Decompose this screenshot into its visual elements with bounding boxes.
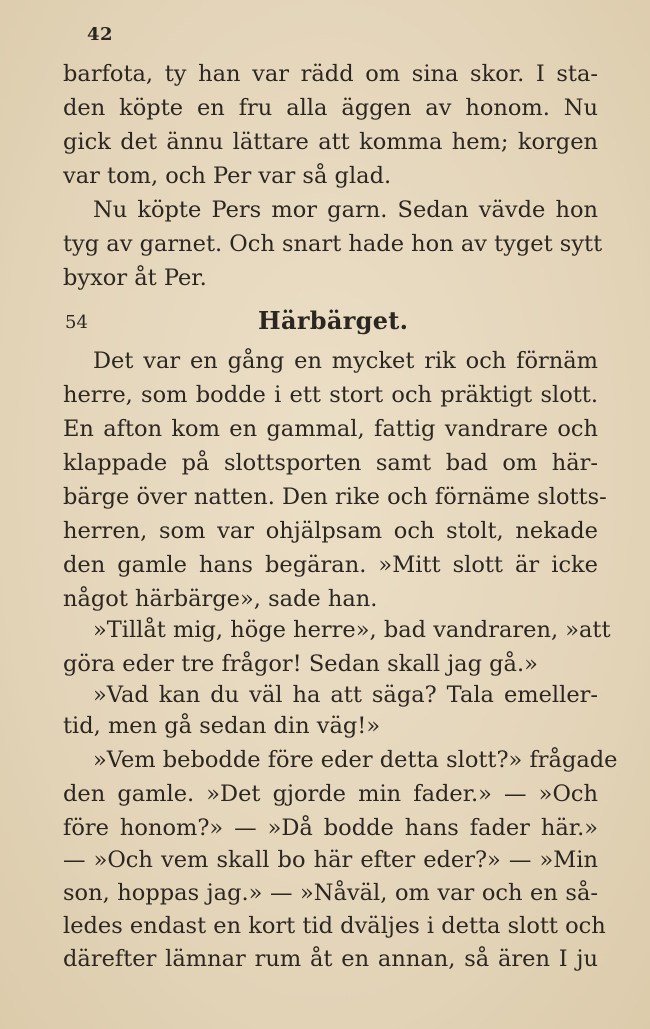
text-line: byxor åt Per. <box>63 265 207 291</box>
text-line: »Vad kan du väl ha att säga? Tala emeller- <box>93 682 598 708</box>
text-line: En afton kom en gammal, fattig vandrare och <box>63 416 598 442</box>
text-line: tid, men gå sedan din väg!» <box>63 713 381 739</box>
text-line: ledes endast en kort tid dväljes i detta slott och <box>63 913 606 939</box>
text-line: son, hoppas jag.» — »Nåväl, om var och en så- <box>63 880 598 906</box>
text-line: klappade på slottsporten samt bad om här- <box>63 450 598 476</box>
text-line: gick det ännu lättare att komma hem; korgen <box>63 129 598 155</box>
text-line: »Tillåt mig, höge herre», bad vandraren, »att <box>93 617 611 643</box>
text-line: tyg av garnet. Och snart hade hon av tyget sytt <box>63 231 603 257</box>
text-line: något härbärge», sade han. <box>63 586 378 612</box>
text-line: herren, som var ohjälpsam och stolt, nekade <box>63 518 598 544</box>
section-title: Härbärget. <box>258 306 409 335</box>
text-line: bärge över natten. Den rike och förnäme slotts- <box>63 484 607 510</box>
text-line: den köpte en fru alla äggen av honom. Nu <box>63 95 598 121</box>
text-line: göra eder tre frågor! Sedan skall jag gå.» <box>63 651 538 677</box>
text-line: den gamle. »Det gjorde min fader.» — »Och <box>63 781 598 807</box>
page-number: 42 <box>87 24 114 45</box>
text-line: barfota, ty han var rädd om sina skor. I sta- <box>63 61 598 87</box>
text-line: den gamle hans begäran. »Mitt slott är icke <box>63 552 598 578</box>
text-line: »Vem bebodde före eder detta slott?» frågade <box>93 747 618 773</box>
section-number: 54 <box>65 312 88 333</box>
text-line: var tom, och Per var så glad. <box>63 163 392 189</box>
text-line: Det var en gång en mycket rik och förnäm <box>93 348 598 374</box>
text-line: Nu köpte Pers mor garn. Sedan vävde hon <box>93 197 598 223</box>
text-line: herre, som bodde i ett stort och präktigt slott. <box>63 382 598 408</box>
text-line: före honom?» — »Då bodde hans fader här.» <box>63 815 598 841</box>
text-line: — »Och vem skall bo här efter eder?» — »Min <box>63 847 598 873</box>
text-line: därefter lämnar rum åt en annan, så ären I ju <box>63 946 598 972</box>
